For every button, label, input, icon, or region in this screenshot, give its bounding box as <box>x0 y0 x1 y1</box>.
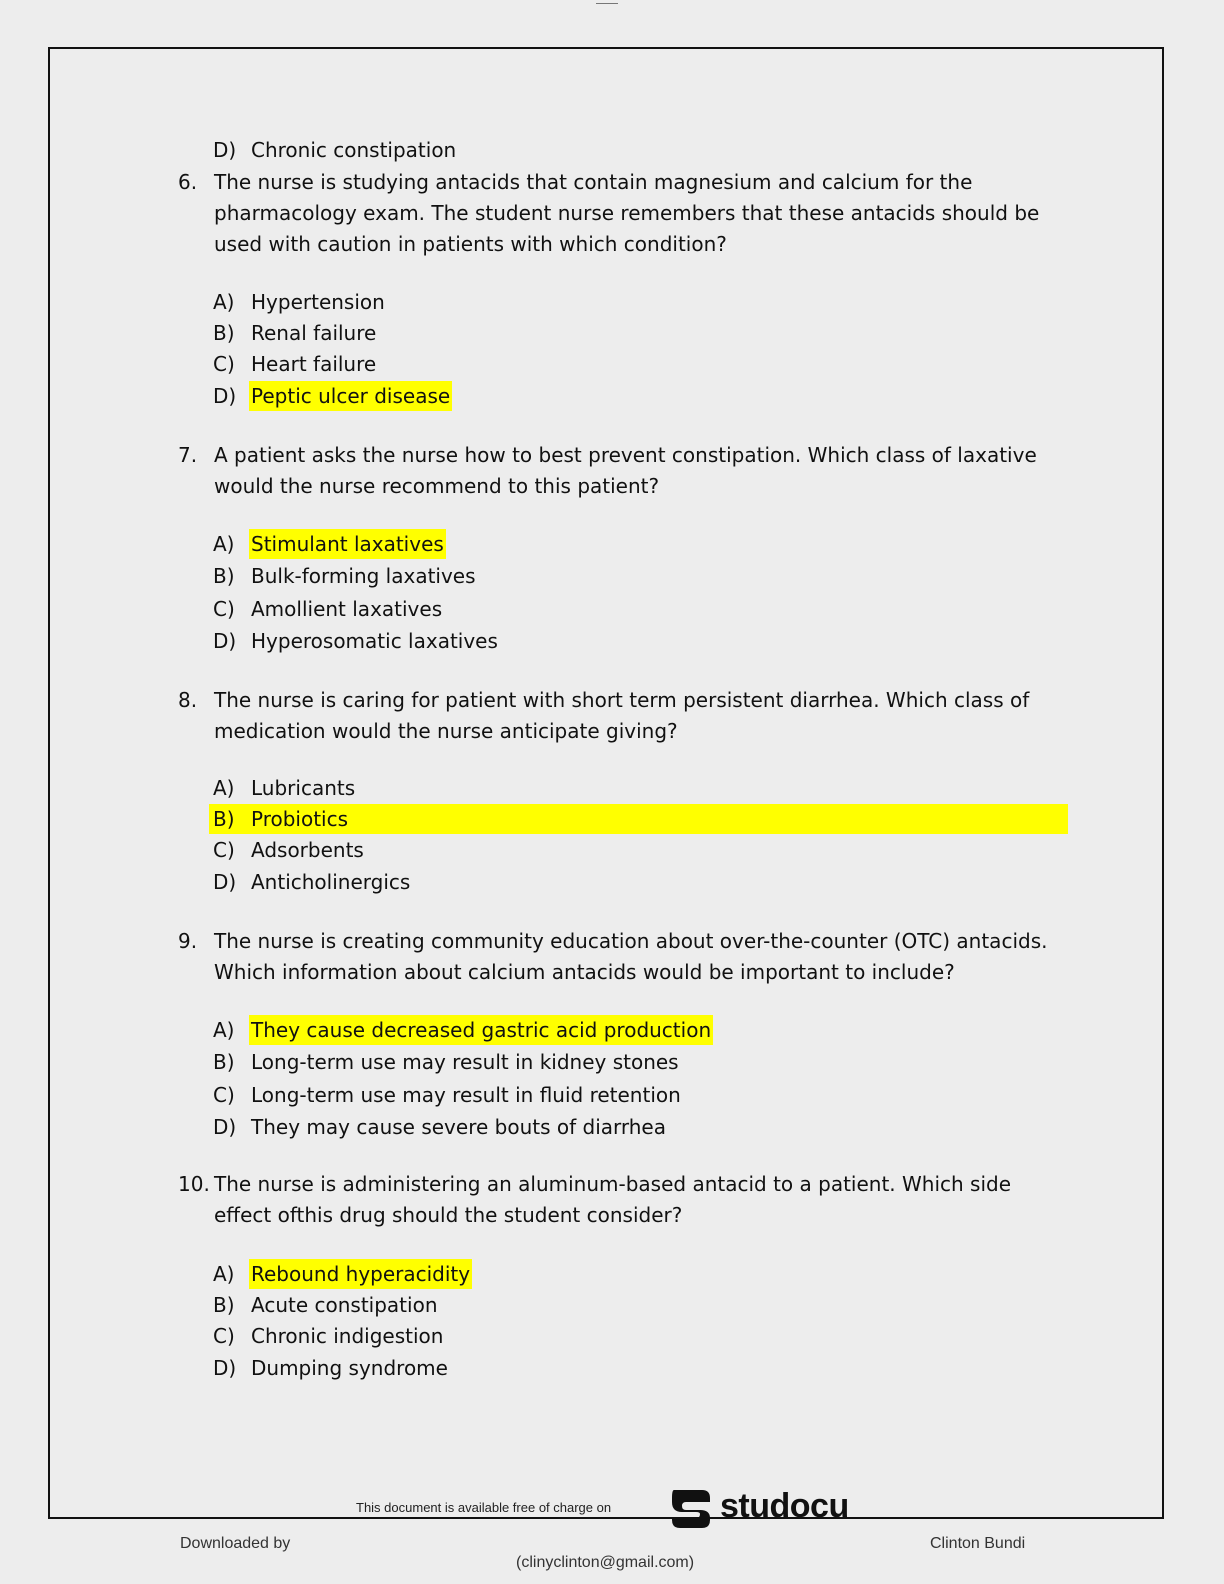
option-letter: C) <box>213 838 235 862</box>
option-letter: D) <box>213 384 237 408</box>
option-text: Probiotics <box>251 807 349 831</box>
option-text: Long-term use may result in fluid retention <box>251 1083 681 1107</box>
option-text: Renal failure <box>251 321 377 345</box>
option-letter: C) <box>213 1324 235 1348</box>
option-text: Long-term use may result in kidney stones <box>251 1050 679 1074</box>
studocu-logo-icon[interactable] <box>666 1484 716 1532</box>
question-number: 9. <box>178 929 198 953</box>
option-letter: C) <box>213 597 235 621</box>
option-text: Chronic constipation <box>251 138 457 162</box>
option-text: Anticholinergics <box>251 870 411 894</box>
question-number: 7. <box>178 443 198 467</box>
option-text-highlighted: Peptic ulcer disease <box>249 381 452 411</box>
page-top-mark <box>596 0 618 4</box>
option-letter: D) <box>213 629 237 653</box>
option-text-highlighted: They cause decreased gastric acid production <box>249 1015 713 1045</box>
option-letter: B) <box>213 321 235 345</box>
question-stem: A patient asks the nurse how to best prevent constipation. Which class of laxative would the nurse recommend to this patient? <box>214 443 1037 498</box>
option-text: They may cause severe bouts of diarrhea <box>251 1115 666 1139</box>
option-text-highlighted: Rebound hyperacidity <box>249 1259 472 1289</box>
option-text-highlighted: Stimulant laxatives <box>249 529 446 559</box>
option-text: Dumping syndrome <box>251 1356 448 1380</box>
question-stem: The nurse is administering an aluminum-based antacid to a patient. Which side effect ofthis drug should the student consider? <box>214 1172 1012 1227</box>
option-letter: D) <box>213 138 237 162</box>
option-text: Hyperosomatic laxatives <box>251 629 498 653</box>
downloaded-by-label: Downloaded by <box>180 1535 291 1552</box>
availability-note: This document is available free of charge on <box>356 1500 612 1515</box>
option-letter: B) <box>213 807 235 831</box>
option-letter: A) <box>213 776 235 800</box>
question-number: 8. <box>178 688 198 712</box>
option-text: Acute constipation <box>251 1293 438 1317</box>
question-stem: The nurse is studying antacids that contain magnesium and calcium for the pharmacology exam. The student nurse remembers that these antacids should be used with caution in patients with which condition? <box>214 170 1040 256</box>
option-letter: D) <box>213 870 237 894</box>
question-number: 10. <box>178 1172 210 1196</box>
question-stem: The nurse is creating community education about over-the-counter (OTC) antacids. Which information about calcium antacids would be important to include? <box>214 929 1048 984</box>
question-stem: The nurse is caring for patient with short term persistent diarrhea. Which class of medication would the nurse anticipate giving? <box>214 688 1030 743</box>
option-letter: A) <box>213 532 235 556</box>
option-row-highlighted <box>209 804 1068 834</box>
option-letter: A) <box>213 290 235 314</box>
option-letter: B) <box>213 1293 235 1317</box>
option-letter: B) <box>213 1050 235 1074</box>
question-number: 6. <box>178 170 198 194</box>
studocu-logo-text[interactable]: studocu <box>720 1487 849 1525</box>
option-text: Bulk-forming laxatives <box>251 564 476 588</box>
option-letter: B) <box>213 564 235 588</box>
option-letter: A) <box>213 1018 235 1042</box>
option-text: Chronic indigestion <box>251 1324 444 1348</box>
option-text: Heart failure <box>251 352 377 376</box>
option-letter: C) <box>213 352 235 376</box>
option-text: Lubricants <box>251 776 356 800</box>
option-letter: C) <box>213 1083 235 1107</box>
option-text: Adsorbents <box>251 838 364 862</box>
option-letter: D) <box>213 1115 237 1139</box>
option-letter: A) <box>213 1262 235 1286</box>
option-text: Amollient laxatives <box>251 597 443 621</box>
option-text: Hypertension <box>251 290 385 314</box>
option-letter: D) <box>213 1356 237 1380</box>
downloader-name: Clinton Bundi <box>930 1535 1026 1552</box>
downloader-email: (clinyclinton@gmail.com) <box>516 1554 695 1571</box>
